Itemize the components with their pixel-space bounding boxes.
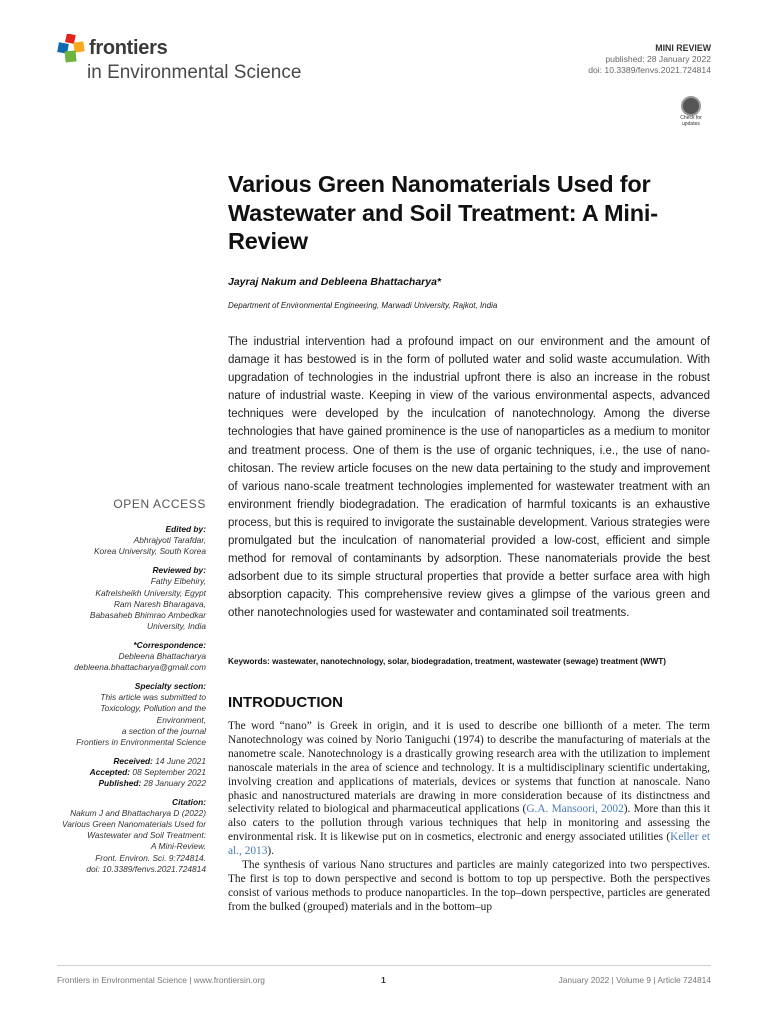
specialty-label: Specialty section: bbox=[134, 681, 206, 692]
page-number: 1 bbox=[381, 975, 386, 985]
specialty-text: a section of the journal bbox=[121, 725, 206, 736]
citation-text: Front. Environ. Sci. 9:724814. bbox=[95, 852, 206, 863]
intro-paragraph-2: The synthesis of various Nano structures and particles are mainly categorized into two perspectives. The first is top to down perspective and second is bottom to top up perspective. Both the perspectives consist of various methods to produce nanoparticles. In the top–down perspective, particles are generated from the bulked (grouped) materials and in the bottom–up bbox=[228, 859, 710, 913]
citation-section bbox=[40, 797, 206, 875]
footer-divider bbox=[57, 965, 711, 966]
journal-name: in Environmental Science bbox=[87, 62, 302, 83]
intro-text: ). More than this it also caters to the pollution through various techniques that help in monitoring and assessing the environmental risk. It is likewise put on in cosmetics, electronic and energy associated utilities ( bbox=[228, 803, 710, 844]
affiliation: Department of Environmental Engineering, Marwadi University, Rajkot, India bbox=[228, 301, 498, 310]
received-value: 14 June 2021 bbox=[155, 755, 206, 766]
published-date: published: 28 January 2022 bbox=[605, 54, 711, 64]
sidebar bbox=[40, 499, 206, 883]
intro-text: The word “nano” is Greek in origin, and it is used to describe one billionth of a meter. The term Nanotechnology was coined by Norio Taniguchi (1974) to describe the manufacturing of materials at the nanometre scale. Nanotechnology is a drastically growing research area with the utilization to implement nanoscale materials in the area of science and technology. It is a multidisciplinary scientific undertaking, involving creation and applications of materials, devices or systems that function at nanoscale. Nano phasic and nanostructured materials are drawing in more consideration because of its distinctness and selectivity related to biological and pharmaceutical applications ( bbox=[228, 720, 710, 816]
brand-name: frontiers bbox=[89, 37, 168, 59]
reviewer-name: Fathy Elbehiry, bbox=[150, 576, 206, 587]
reviewer-affiliation: Babasaheb Bhimrao Ambedkar bbox=[89, 609, 206, 620]
reviewer-affiliation: Kafrelsheikh University, Egypt bbox=[95, 587, 206, 598]
keywords-label: Keywords: bbox=[228, 657, 270, 666]
edited-by-section bbox=[40, 524, 206, 557]
accepted-date bbox=[40, 767, 206, 778]
specialty-text: Environment, bbox=[156, 714, 206, 725]
accepted-value: 08 September 2021 bbox=[132, 766, 206, 777]
editor-affiliation: Korea University, South Korea bbox=[93, 546, 206, 557]
citation-link[interactable]: G.A. Mansoori, 2002 bbox=[526, 803, 624, 816]
journal-logo[interactable] bbox=[57, 34, 317, 84]
published-value: 28 January 2022 bbox=[143, 777, 206, 788]
citation-text: Wastewater and Soil Treatment: bbox=[87, 830, 206, 841]
doi[interactable]: doi: 10.3389/fenvs.2021.724814 bbox=[588, 65, 711, 75]
frontiers-logo-icon bbox=[57, 34, 85, 64]
keywords-list: wastewater, nanotechnology, solar, biodegradation, treatment, wastewater (sewage) treatment (WWT) bbox=[272, 657, 666, 666]
intro-paragraph-1 bbox=[228, 720, 710, 859]
specialty-section bbox=[40, 681, 206, 748]
citation-text: A Mini-Review. bbox=[150, 841, 206, 852]
reviewer-name: Ram Naresh Bharagava, bbox=[113, 598, 206, 609]
correspondence-section bbox=[40, 640, 206, 673]
keywords bbox=[228, 657, 710, 666]
specialty-text: This article was submitted to bbox=[100, 692, 206, 703]
article-meta bbox=[588, 43, 711, 76]
introduction-body bbox=[228, 720, 710, 915]
reviewed-by-label: Reviewed by: bbox=[152, 565, 206, 576]
correspondence-email[interactable]: debleena.bhattacharya@gmail.com bbox=[74, 662, 206, 673]
published-label: Published: bbox=[98, 777, 142, 788]
reviewer-affiliation: University, India bbox=[147, 620, 206, 631]
footer-issue-info: January 2022 | Volume 9 | Article 724814 bbox=[558, 975, 711, 985]
citation-link[interactable]: Keller et al., 2013 bbox=[228, 831, 710, 858]
citation-text: Nakum J and Bhattacharya D (2022) bbox=[70, 808, 206, 819]
specialty-text: Frontiers in Environmental Science bbox=[76, 736, 206, 747]
editor-name: Abhrajyoti Tarafdar, bbox=[133, 535, 206, 546]
abstract: The industrial intervention had a profound impact on our environment and the amount of damage it has bestowed is in the form of polluted water and solid waste accumulation. With upgradation of technologies in the industrial upfront there is also an increase in the robust nature of industrial waste. Keeping in view of the various environmental aspects, advanced techniques were developed by the inculcation of nanotechnology. Among the diverse technologies that have gained prominence is the use of nanoparticles as a medium to monitor and treatment process. One of them is the use of organic techniques, i.e., the use of nano-chitosan. The review article focuses on the new data pertaining to the study and improvement of various nano-scale treatment technologies implemented for wastewater treatment with an environment friendly biodegradation. The eradication of harmful toxicants is an exhaustive process, but this is required to invigorate the sustainable development. Various strategies were promulgated but the inculcation of nanomaterial provided a low-cost, efficient and simple method for removal of contaminants by adsorption. These nanomaterials provide the best adsorbent due to its simple structural properties that provide a better surface area with high absorption capacity. This comprehensive review gives a glimpse of the various green and other nanotechnologies used for wastewater and contaminated soil treatments. bbox=[228, 336, 710, 620]
section-heading-introduction: INTRODUCTION bbox=[228, 694, 343, 711]
check-for-updates-badge[interactable] bbox=[674, 95, 708, 131]
open-access-label: OPEN ACCESS bbox=[113, 497, 206, 511]
check-for-updates-label: Check for updates bbox=[680, 115, 702, 127]
accepted-label: Accepted: bbox=[89, 766, 131, 777]
published-date-sidebar bbox=[40, 778, 206, 789]
bookmark-icon bbox=[681, 96, 701, 116]
dates-section bbox=[40, 756, 206, 789]
received-date bbox=[40, 756, 206, 767]
correspondence-name: Debleena Bhattacharya bbox=[118, 651, 206, 662]
authors: Jayraj Nakum and Debleena Bhattacharya* bbox=[228, 276, 442, 288]
specialty-text: Toxicology, Pollution and the bbox=[100, 703, 206, 714]
received-label: Received: bbox=[113, 755, 153, 766]
citation-text: Various Green Nanomaterials Used for bbox=[62, 819, 206, 830]
article-title: Various Green Nanomaterials Used for Wastewater and Soil Treatment: A Mini-Review bbox=[228, 171, 658, 254]
reviewed-by-section bbox=[40, 565, 206, 632]
article-type: MINI REVIEW bbox=[655, 43, 711, 53]
citation-label: Citation: bbox=[172, 797, 206, 808]
footer-journal-link[interactable]: Frontiers in Environmental Science | www.frontiersin.org bbox=[57, 975, 265, 985]
correspondence-label: *Correspondence: bbox=[133, 639, 206, 650]
citation-doi[interactable]: doi: 10.3389/fenvs.2021.724814 bbox=[86, 863, 206, 874]
edited-by-label: Edited by: bbox=[165, 524, 206, 535]
intro-text: ). bbox=[267, 845, 275, 858]
